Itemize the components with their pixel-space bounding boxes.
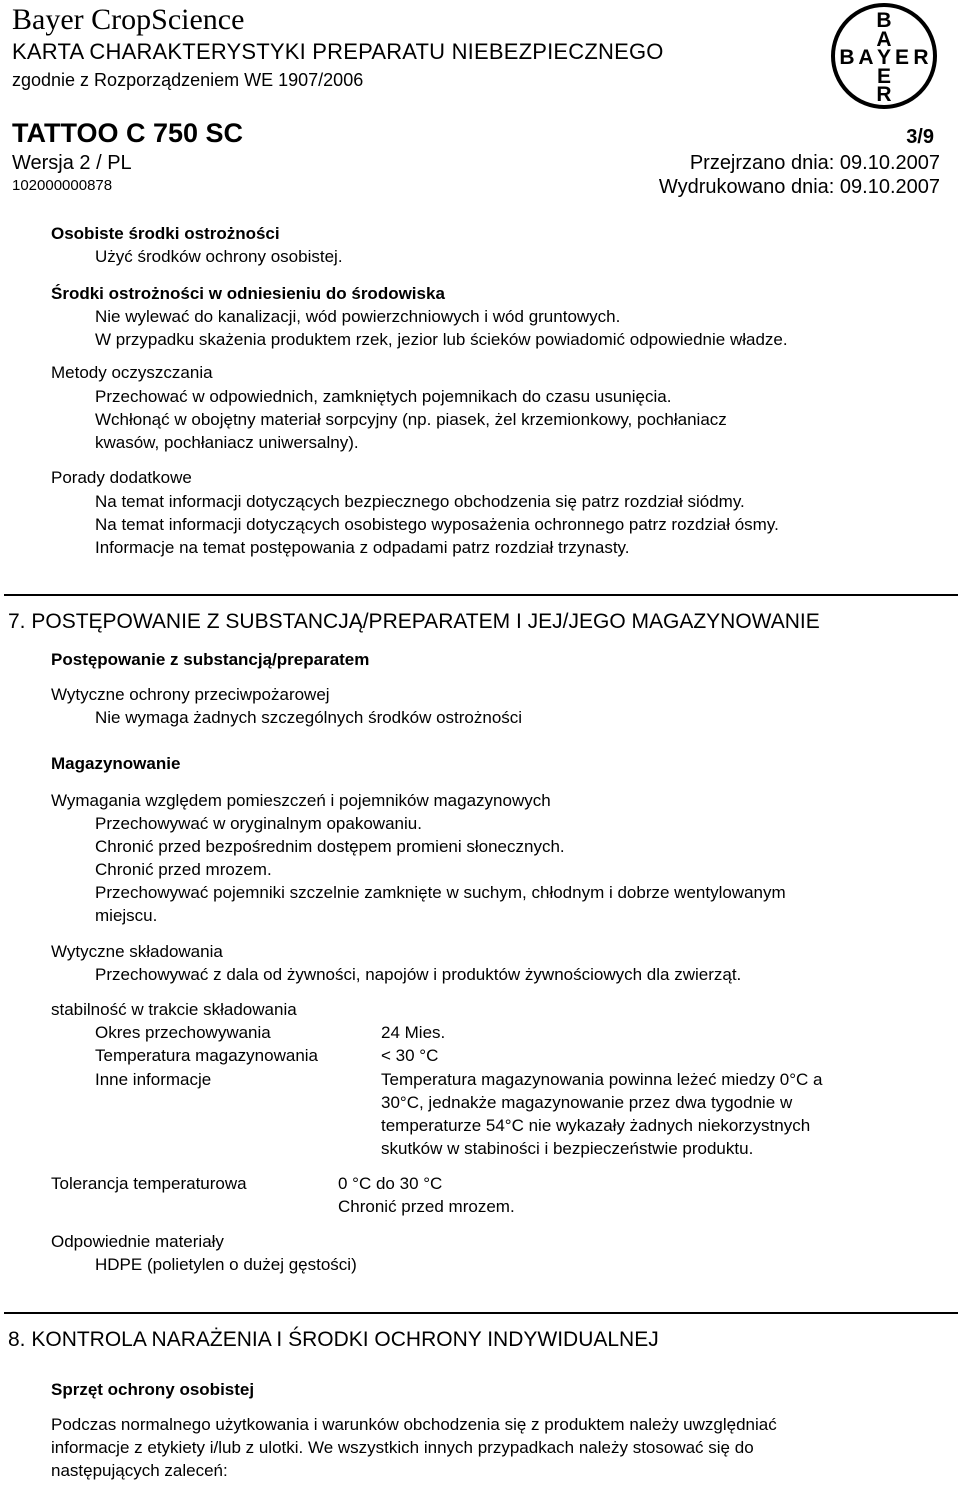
document-number: 102000000878 [12, 177, 113, 194]
logo-letter-r: R [913, 46, 929, 69]
personal-precautions-title: Osobiste środki ostrożności [51, 224, 280, 243]
ppe-title: Sprzęt ochrony osobistej [51, 1380, 255, 1399]
cleanup-line: Przechować w odpowiednich, zamkniętych pojemnikach do czasu usunięcia. [95, 387, 672, 406]
logo-letter-a-top: A [876, 28, 892, 51]
bayer-logo [830, 2, 938, 110]
requirements-line: Przechowywać pojemniki szczelnie zamknięte w suchym, chłodnym i dobrze wentylowanym [95, 883, 786, 902]
ppe-line: następujących zaleceń: [51, 1461, 228, 1480]
materials-line: HDPE (polietylen o dużej gęstości) [95, 1255, 357, 1274]
environmental-title: Środki ostrożności w odniesieniu do środowiska [51, 284, 445, 303]
personal-precautions-line: Użyć środków ochrony osobistej. [95, 247, 343, 266]
company-name: Bayer CropScience [12, 3, 245, 36]
section-divider [4, 1312, 958, 1314]
requirements-line: Chronić przed bezpośrednim dostępem promieni słonecznych. [95, 837, 565, 856]
regulation: zgodnie z Rozporządzeniem WE 1907/2006 [12, 70, 364, 90]
cleanup-title: Metody oczyszczania [51, 363, 213, 382]
stability-title: stabilność w trakcie składowania [51, 1000, 297, 1019]
section-divider [4, 594, 958, 596]
additional-line: Na temat informacji dotyczących osobistego wyposażenia ochronnego patrz rozdział ósmy. [95, 515, 779, 534]
page-number: 3/9 [906, 126, 934, 148]
requirements-line: Przechowywać w oryginalnym opakowaniu. [95, 814, 422, 833]
environmental-line: Nie wylewać do kanalizacji, wód powierzchniowych i wód gruntowych. [95, 307, 621, 326]
requirements-line: miejscu. [95, 906, 158, 925]
stability-label: Okres przechowywania [95, 1023, 271, 1042]
storage-title: Magazynowanie [51, 754, 181, 773]
other-info-line: Temperatura magazynowania powinna leżeć miedzy 0°C a [381, 1070, 823, 1089]
handling-title: Postępowanie z substancją/preparatem [51, 650, 370, 669]
section-7-heading: 7. POSTĘPOWANIE Z SUBSTANCJĄ/PREPARATEM I JEJ/JEGO MAGAZYNOWANIE [8, 610, 820, 633]
other-info-line: skutków w stabiności i bezpieczeństwie produktu. [381, 1139, 754, 1158]
tolerance-value: 0 °C do 30 °C [338, 1174, 443, 1193]
additional-title: Porady dodatkowe [51, 468, 192, 487]
product-name: TATTOO C 750 SC [12, 118, 244, 148]
stability-label: Temperatura magazynowania [95, 1046, 319, 1065]
reviewed-date: Przejrzano dnia: 09.10.2007 [689, 152, 940, 174]
tolerance-value: Chronić przed mrozem. [338, 1197, 515, 1216]
logo-letter-e-bottom: E [876, 65, 892, 88]
stability-value: 24 Mies. [381, 1023, 446, 1042]
logo-letter-r-bottom: R [876, 83, 892, 106]
other-info-line: 30°C, jednakże magazynowanie przez dwa tygodnie w [381, 1093, 793, 1112]
fire-line: Nie wymaga żadnych szczególnych środków ostrożności [95, 708, 523, 727]
ppe-line: informacje z etykiety i/lub z ulotki. We wszystkich innych przypadkach należy stosować się do [51, 1438, 754, 1457]
materials-title: Odpowiednie materiały [51, 1232, 224, 1251]
version: Wersja 2 / PL [12, 152, 132, 174]
logo-letter-a: A [858, 46, 874, 69]
tolerance-label: Tolerancja temperaturowa [51, 1174, 247, 1193]
guidelines-line: Przechowywać z dala od żywności, napojów i produktów żywnościowych dla zwierząt. [95, 965, 742, 984]
document-type: KARTA CHARAKTERYSTYKI PREPARATU NIEBEZPIECZNEGO [12, 39, 664, 64]
logo-letter-b: B [839, 46, 855, 69]
cleanup-line: kwasów, pochłaniacz uniwersalny). [95, 433, 359, 452]
additional-line: Informacje na temat postępowania z odpadami patrz rozdział trzynasty. [95, 538, 630, 557]
fire-title: Wytyczne ochrony przeciwpożarowej [51, 685, 330, 704]
environmental-line: W przypadku skażenia produktem rzek, jezior lub ścieków powiadomić odpowiednie władze. [95, 330, 788, 349]
logo-letter-b-top: B [876, 9, 892, 32]
guidelines-title: Wytyczne składowania [51, 942, 223, 961]
additional-line: Na temat informacji dotyczących bezpiecznego obchodzenia się patrz rozdział siódmy. [95, 492, 745, 511]
requirements-title: Wymagania względem pomieszczeń i pojemników magazynowych [51, 791, 551, 810]
logo-letter-e: E [894, 46, 910, 69]
section-8-heading: 8. KONTROLA NARAŻENIA I ŚRODKI OCHRONY INDYWIDUALNEJ [8, 1328, 659, 1351]
other-info-line: temperaturze 54°C nie wykazały żadnych niekorzystnych [381, 1116, 811, 1135]
cleanup-line: Wchłonąć w obojętny materiał sorpcyjny (np. piasek, żel krzemionkowy, pochłaniacz [95, 410, 727, 429]
printed-date: Wydrukowano dnia: 09.10.2007 [658, 176, 940, 198]
stability-value: < 30 °C [381, 1046, 439, 1065]
ppe-line: Podczas normalnego użytkowania i warunków obchodzenia się z produktem należy uwzględniać [51, 1415, 777, 1434]
requirements-line: Chronić przed mrozem. [95, 860, 272, 879]
other-info-label: Inne informacje [95, 1070, 212, 1089]
logo-letter-y: Y [876, 46, 892, 69]
